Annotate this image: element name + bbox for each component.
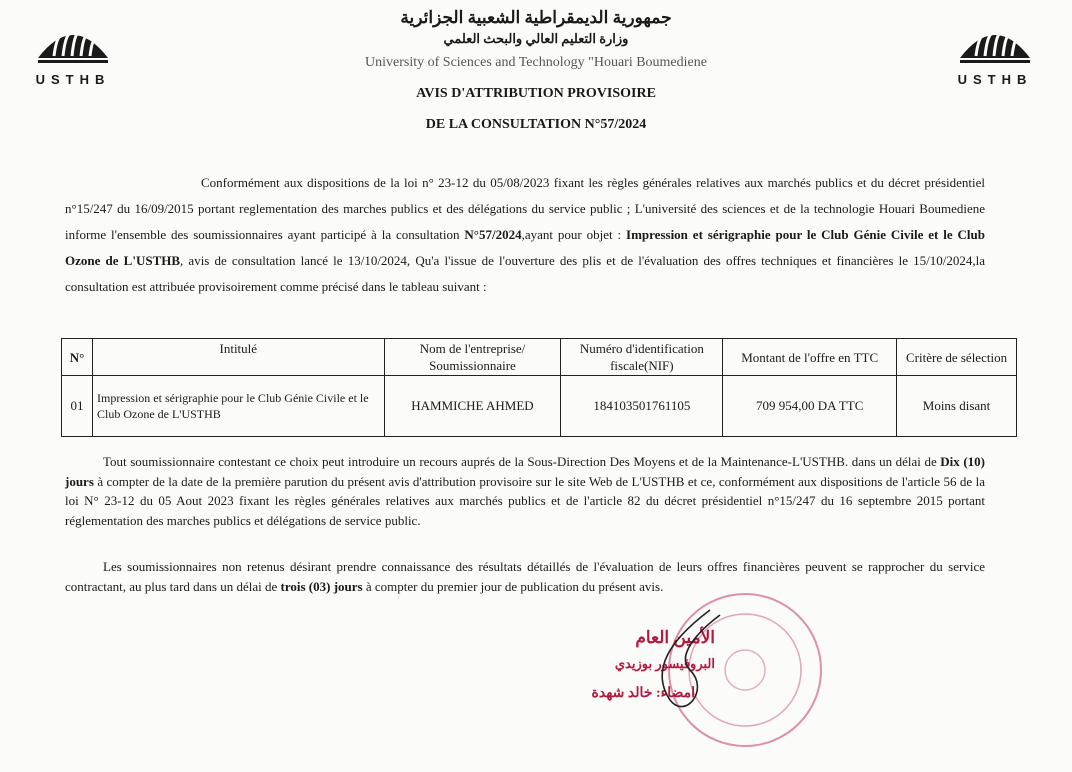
intro-text-b: ,ayant pour objet : [521, 227, 627, 242]
consultation-objet: Impression et sérigraphie pour le Club Génie Civile et le Club Ozone de L'USTHB [65, 227, 986, 268]
non-retenus-paragraph [65, 557, 985, 597]
arabic-ministry-title: وزارة التعليم العالي والبحث العلمي [443, 31, 629, 46]
header-entreprise: Nom de l'entreprise/ Soumissionnaire [384, 339, 561, 376]
signature-title: الأمين العام [635, 628, 715, 647]
signature-name: البروفيسور بوزيدي [614, 656, 715, 671]
arabic-republic-title: جمهورية الديمقراطية الشعبية الجزائرية [400, 8, 672, 27]
row-intitule: Impression et sérigraphie pour le Club Génie Civile et le Club Ozone de L'USTHB [92, 376, 384, 437]
header-nif: Numéro d'identification fiscale(NIF) [561, 339, 723, 376]
row-nif: 184103501761105 [561, 376, 723, 437]
university-name: University of Sciences and Technology "Houari Boumediene [365, 55, 707, 70]
header-num: N° [62, 339, 93, 376]
recours-delai: Dix (10) jours [65, 454, 985, 489]
award-table [61, 338, 1017, 437]
table-header-row [62, 339, 1017, 376]
notice-title: AVIS D'ATTRIBUTION PROVISOIRE [416, 86, 656, 101]
recours-text-b: à compter de la date de la première parution du présent avis d'attribution provisoire sur le site Web de L'USTHB et ce, conformément aux dispositions de l'article 56 de la loi N° 23-12 du 05 Aout 2023 fixant les règles générales relatives aux marchés publics et de l'article 82 du décret présidentiel n°15/247 du 16 septembre 2015 portant réglementation des marches publics et délégations de service public. [65, 473, 985, 528]
logo-acronym: USTHB [35, 72, 111, 87]
consultation-title: DE LA CONSULTATION N°57/2024 [425, 117, 647, 132]
usthb-logo-right [950, 18, 1040, 88]
header-intitule: Intitulé [92, 339, 384, 376]
row-critere: Moins disant [897, 376, 1017, 437]
usthb-logo-left [28, 18, 118, 88]
table-row [62, 376, 1017, 437]
non-retenus-delai: trois (03) jours [280, 579, 363, 594]
intro-paragraph [65, 170, 985, 300]
recours-paragraph [65, 452, 985, 530]
header-montant: Montant de l'offre en TTC [723, 339, 897, 376]
non-retenus-text-b: à compter du premier jour de publication du présent avis. [362, 579, 664, 594]
intro-text-c: , avis de consultation lancé le 13/10/2024, Qu'a l'issue de l'ouverture des plis et de l'évaluation des offres techniques et financières le 15/10/2024,la consultation est attribuée provisoirement comme précisé dans le tableau suivant : [65, 253, 985, 294]
header-critere: Critère de sélection [897, 339, 1017, 376]
consultation-number: N°57/2024 [464, 227, 522, 242]
handwritten-signature-icon [640, 600, 730, 720]
signature-signed: امضاء: خالد شهدة [591, 686, 695, 701]
recours-text-a: Tout soumissionnaire contestant ce choix peut introduire un recours auprés de la Sous-Direction Des Moyens et de la Maintenance-L'USTHB. dans un délai de [103, 454, 941, 469]
row-montant: 709 954,00 DA TTC [723, 376, 897, 437]
row-num: 01 [62, 376, 93, 437]
non-retenus-text-a: Les soumissionnaires non retenus désirant prendre connaissance des résultats détaillés de l'évaluation de leurs offres financières peuvent se rapprocher du service contractant, au plus tard dans un délai de [65, 559, 985, 594]
logo-acronym: USTHB [957, 72, 1033, 87]
row-entreprise: HAMMICHE AHMED [384, 376, 561, 437]
intro-text-a: Conformément aux dispositions de la loi n° 23-12 du 05/08/2023 fixant les règles générales relatives aux marchés publics et du décret présidentiel n°15/247 du 16/09/2015 portant reglementation des marches publics et des délégations du service public ; L'université des sciences et de la technologie Houari Boumediene informe l'ensemble des soumissionnaires ayant participé à la consultation [65, 175, 985, 242]
